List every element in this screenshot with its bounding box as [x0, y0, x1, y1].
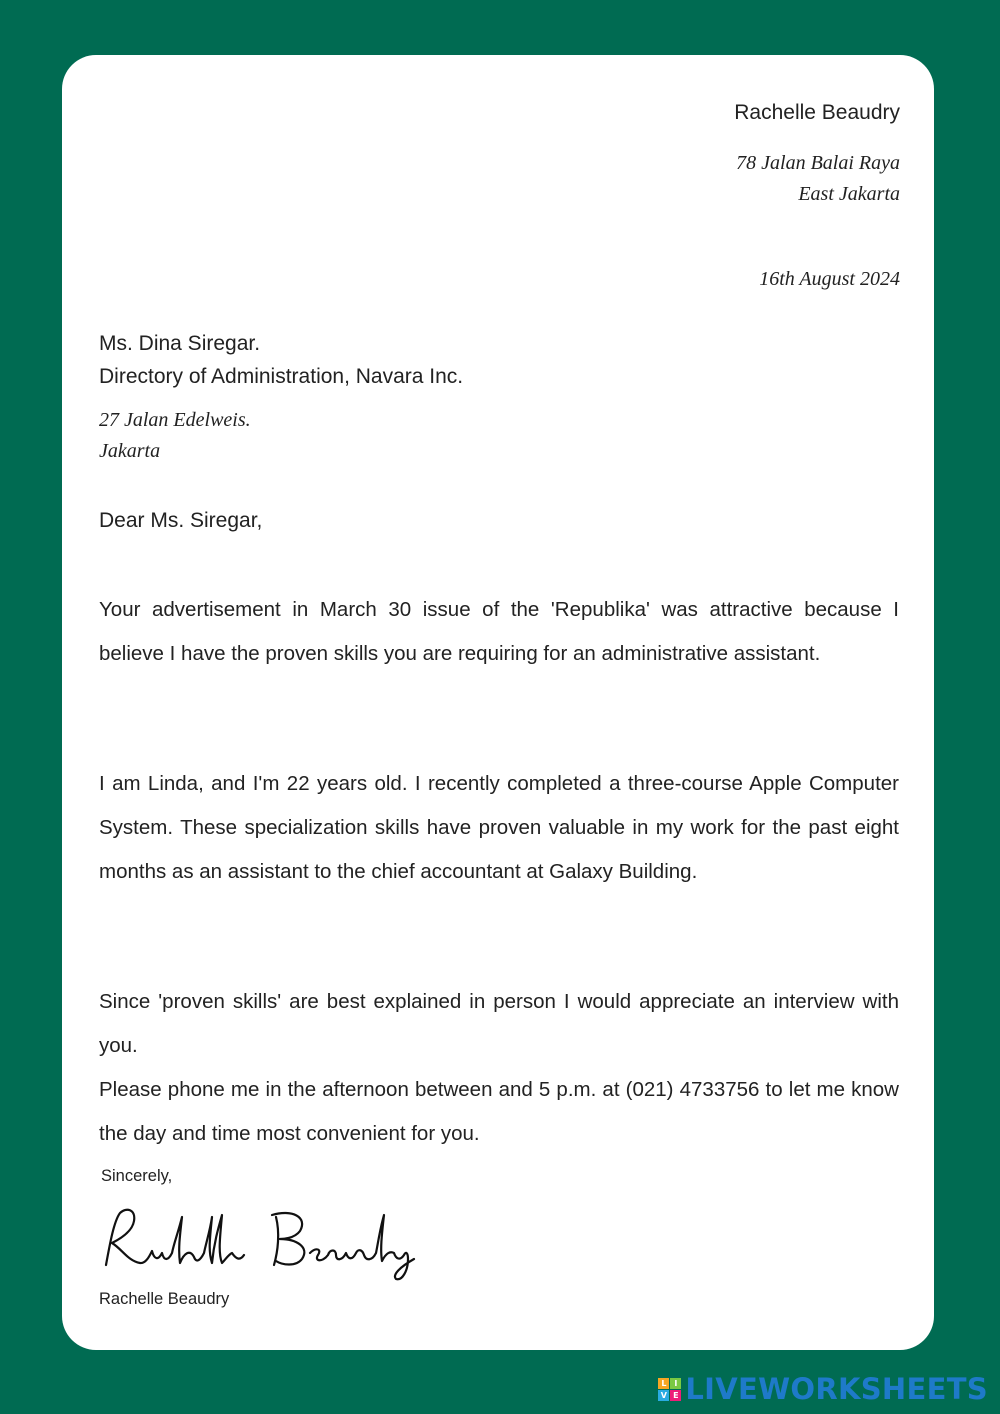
recipient-name: Ms. Dina Siregar. — [99, 332, 261, 355]
salutation: Dear Ms. Siregar, — [99, 509, 263, 532]
sender-address-line: East Jakarta — [798, 183, 900, 205]
body-paragraph: Please phone me in the afternoon between and 5 p.m. at (021) 4733756 to let me know the day and time most convenient for you. — [99, 1078, 899, 1145]
signature — [96, 1203, 426, 1283]
letter-date: 16th August 2024 — [759, 268, 900, 290]
recipient-address-line: Jakarta — [99, 440, 161, 462]
liveworksheets-logo-icon: L I V E — [658, 1378, 681, 1401]
body-paragraph: I am Linda, and I'm 22 years old. I recently completed a three-course Apple Computer System. These specialization skills have proven valuable in my work for the past eight months as an assistant to the chief accountant at Galaxy Building. — [99, 772, 899, 883]
body-paragraph: Your advertisement in March 30 issue of the 'Republika' was attractive because I believe I have the proven skills you are requiring for an administrative assistant. — [99, 598, 899, 665]
sender-address — [736, 148, 900, 210]
body-paragraph: Since 'proven skills' are best explained in person I would appreciate an interview with you. — [99, 990, 899, 1057]
recipient-address — [99, 405, 251, 467]
typed-name: Rachelle Beaudry — [99, 1290, 230, 1308]
recipient-address-line: 27 Jalan Edelweis. — [99, 409, 251, 431]
liveworksheets-brand[interactable] — [658, 1372, 988, 1406]
recipient-organization: Directory of Administration, Navara Inc. — [99, 365, 464, 388]
brand-name: LIVEWORKSHEETS — [685, 1372, 988, 1406]
letter-card — [62, 55, 934, 1350]
sender-address-line: 78 Jalan Balai Raya — [736, 152, 900, 174]
closing: Sincerely, — [101, 1167, 173, 1185]
sender-name: Rachelle Beaudry — [734, 101, 900, 124]
recipient — [99, 327, 463, 393]
